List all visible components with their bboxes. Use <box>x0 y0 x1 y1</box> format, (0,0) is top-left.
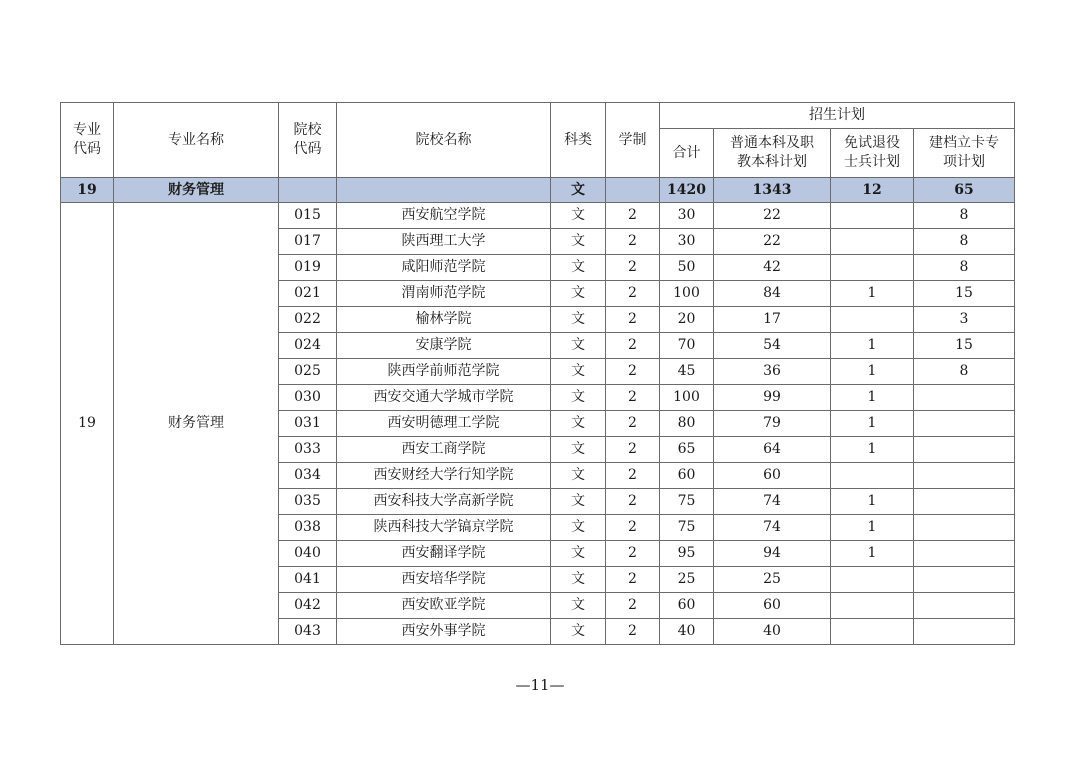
summary-school-name <box>337 178 551 203</box>
header-regular-plan: 普通本科及职 教本科计划 <box>714 129 831 178</box>
school-code-cell: 019 <box>279 255 337 281</box>
header-total: 合计 <box>660 129 714 178</box>
special-plan-cell <box>914 593 1015 619</box>
school-code-cell: 024 <box>279 333 337 359</box>
special-plan-cell: 15 <box>914 281 1015 307</box>
total-cell: 100 <box>660 281 714 307</box>
school-name-cell: 西安工商学院 <box>337 437 551 463</box>
special-plan-cell: 8 <box>914 255 1015 281</box>
school-name-cell: 陕西科技大学镐京学院 <box>337 515 551 541</box>
duration-cell: 2 <box>606 515 660 541</box>
school-code-cell: 042 <box>279 593 337 619</box>
school-name-cell: 陕西学前师范学院 <box>337 359 551 385</box>
category-cell: 文 <box>551 333 606 359</box>
total-cell: 65 <box>660 437 714 463</box>
duration-cell: 2 <box>606 593 660 619</box>
regular-plan-cell: 74 <box>714 515 831 541</box>
school-code-cell: 017 <box>279 229 337 255</box>
veterans-plan-cell: 1 <box>831 281 914 307</box>
category-cell: 文 <box>551 619 606 645</box>
duration-cell: 2 <box>606 619 660 645</box>
total-cell: 70 <box>660 333 714 359</box>
header-plan-group: 招生计划 <box>660 103 1015 129</box>
regular-plan-cell: 54 <box>714 333 831 359</box>
special-plan-cell <box>914 489 1015 515</box>
school-code-cell: 043 <box>279 619 337 645</box>
regular-plan-cell: 84 <box>714 281 831 307</box>
veterans-plan-cell <box>831 463 914 489</box>
regular-plan-cell: 60 <box>714 593 831 619</box>
header-veterans-plan: 免试退役 士兵计划 <box>831 129 914 178</box>
school-code-cell: 040 <box>279 541 337 567</box>
table-row <box>61 203 1015 229</box>
group-major-name: 财务管理 <box>114 203 279 645</box>
category-cell: 文 <box>551 229 606 255</box>
category-cell: 文 <box>551 307 606 333</box>
regular-plan-cell: 40 <box>714 619 831 645</box>
total-cell: 75 <box>660 515 714 541</box>
total-cell: 30 <box>660 229 714 255</box>
regular-plan-cell: 60 <box>714 463 831 489</box>
school-code-cell: 030 <box>279 385 337 411</box>
summary-veterans: 12 <box>831 178 914 203</box>
special-plan-cell: 15 <box>914 333 1015 359</box>
header-major-code: 专业 代码 <box>61 103 114 178</box>
duration-cell: 2 <box>606 437 660 463</box>
regular-plan-cell: 99 <box>714 385 831 411</box>
category-cell: 文 <box>551 203 606 229</box>
special-plan-cell <box>914 385 1015 411</box>
school-name-cell: 渭南师范学院 <box>337 281 551 307</box>
special-plan-cell: 8 <box>914 229 1015 255</box>
total-cell: 45 <box>660 359 714 385</box>
header-duration: 学制 <box>606 103 660 178</box>
special-plan-cell <box>914 619 1015 645</box>
summary-total: 1420 <box>660 178 714 203</box>
page-number: —11— <box>515 676 565 694</box>
regular-plan-cell: 22 <box>714 203 831 229</box>
special-plan-cell: 3 <box>914 307 1015 333</box>
regular-plan-cell: 22 <box>714 229 831 255</box>
category-cell: 文 <box>551 411 606 437</box>
regular-plan-cell: 94 <box>714 541 831 567</box>
school-code-cell: 022 <box>279 307 337 333</box>
veterans-plan-cell: 1 <box>831 359 914 385</box>
duration-cell: 2 <box>606 307 660 333</box>
summary-school-code <box>279 178 337 203</box>
duration-cell: 2 <box>606 567 660 593</box>
school-code-cell: 034 <box>279 463 337 489</box>
regular-plan-cell: 36 <box>714 359 831 385</box>
regular-plan-cell: 17 <box>714 307 831 333</box>
school-code-cell: 041 <box>279 567 337 593</box>
total-cell: 60 <box>660 463 714 489</box>
summary-category: 文 <box>551 178 606 203</box>
header-school-code: 院校 代码 <box>279 103 337 178</box>
veterans-plan-cell: 1 <box>831 515 914 541</box>
school-code-cell: 038 <box>279 515 337 541</box>
school-name-cell: 西安明德理工学院 <box>337 411 551 437</box>
special-plan-cell <box>914 437 1015 463</box>
duration-cell: 2 <box>606 411 660 437</box>
veterans-plan-cell <box>831 203 914 229</box>
category-cell: 文 <box>551 489 606 515</box>
category-cell: 文 <box>551 437 606 463</box>
special-plan-cell <box>914 515 1015 541</box>
header-special-plan: 建档立卡专 项计划 <box>914 129 1015 178</box>
veterans-plan-cell: 1 <box>831 411 914 437</box>
school-name-cell: 西安外事学院 <box>337 619 551 645</box>
veterans-plan-cell <box>831 567 914 593</box>
regular-plan-cell: 42 <box>714 255 831 281</box>
summary-major-name: 财务管理 <box>114 178 279 203</box>
special-plan-cell: 8 <box>914 359 1015 385</box>
regular-plan-cell: 64 <box>714 437 831 463</box>
summary-duration <box>606 178 660 203</box>
group-major-code: 19 <box>61 203 114 645</box>
duration-cell: 2 <box>606 203 660 229</box>
total-cell: 80 <box>660 411 714 437</box>
veterans-plan-cell <box>831 307 914 333</box>
header-major-name: 专业名称 <box>114 103 279 178</box>
school-name-cell: 西安培华学院 <box>337 567 551 593</box>
duration-cell: 2 <box>606 541 660 567</box>
category-cell: 文 <box>551 463 606 489</box>
veterans-plan-cell <box>831 229 914 255</box>
veterans-plan-cell: 1 <box>831 541 914 567</box>
category-cell: 文 <box>551 515 606 541</box>
duration-cell: 2 <box>606 463 660 489</box>
school-name-cell: 安康学院 <box>337 333 551 359</box>
veterans-plan-cell: 1 <box>831 437 914 463</box>
school-name-cell: 西安交通大学城市学院 <box>337 385 551 411</box>
duration-cell: 2 <box>606 489 660 515</box>
school-name-cell: 咸阳师范学院 <box>337 255 551 281</box>
total-cell: 30 <box>660 203 714 229</box>
special-plan-cell: 8 <box>914 203 1015 229</box>
duration-cell: 2 <box>606 229 660 255</box>
veterans-plan-cell: 1 <box>831 385 914 411</box>
duration-cell: 2 <box>606 333 660 359</box>
school-name-cell: 西安财经大学行知学院 <box>337 463 551 489</box>
total-cell: 60 <box>660 593 714 619</box>
summary-major-code: 19 <box>61 178 114 203</box>
duration-cell: 2 <box>606 385 660 411</box>
school-name-cell: 西安翻译学院 <box>337 541 551 567</box>
total-cell: 95 <box>660 541 714 567</box>
veterans-plan-cell: 1 <box>831 333 914 359</box>
school-name-cell: 榆林学院 <box>337 307 551 333</box>
header-category: 科类 <box>551 103 606 178</box>
special-plan-cell <box>914 463 1015 489</box>
school-code-cell: 033 <box>279 437 337 463</box>
total-cell: 75 <box>660 489 714 515</box>
total-cell: 20 <box>660 307 714 333</box>
special-plan-cell <box>914 411 1015 437</box>
category-cell: 文 <box>551 567 606 593</box>
summary-row <box>61 178 1015 203</box>
enrollment-plan-table <box>60 102 1015 645</box>
school-code-cell: 015 <box>279 203 337 229</box>
regular-plan-cell: 79 <box>714 411 831 437</box>
summary-regular: 1343 <box>714 178 831 203</box>
duration-cell: 2 <box>606 281 660 307</box>
summary-special: 65 <box>914 178 1015 203</box>
school-name-cell: 西安欧亚学院 <box>337 593 551 619</box>
veterans-plan-cell: 1 <box>831 489 914 515</box>
special-plan-cell <box>914 567 1015 593</box>
category-cell: 文 <box>551 385 606 411</box>
special-plan-cell <box>914 541 1015 567</box>
duration-cell: 2 <box>606 359 660 385</box>
category-cell: 文 <box>551 593 606 619</box>
regular-plan-cell: 25 <box>714 567 831 593</box>
category-cell: 文 <box>551 359 606 385</box>
total-cell: 25 <box>660 567 714 593</box>
school-code-cell: 025 <box>279 359 337 385</box>
school-code-cell: 035 <box>279 489 337 515</box>
header-row-top <box>61 103 1015 129</box>
regular-plan-cell: 74 <box>714 489 831 515</box>
school-name-cell: 西安科技大学高新学院 <box>337 489 551 515</box>
veterans-plan-cell <box>831 593 914 619</box>
veterans-plan-cell <box>831 619 914 645</box>
school-name-cell: 陕西理工大学 <box>337 229 551 255</box>
veterans-plan-cell <box>831 255 914 281</box>
school-code-cell: 021 <box>279 281 337 307</box>
school-name-cell: 西安航空学院 <box>337 203 551 229</box>
category-cell: 文 <box>551 281 606 307</box>
total-cell: 50 <box>660 255 714 281</box>
category-cell: 文 <box>551 541 606 567</box>
header-school-name: 院校名称 <box>337 103 551 178</box>
category-cell: 文 <box>551 255 606 281</box>
total-cell: 40 <box>660 619 714 645</box>
school-code-cell: 031 <box>279 411 337 437</box>
duration-cell: 2 <box>606 255 660 281</box>
total-cell: 100 <box>660 385 714 411</box>
